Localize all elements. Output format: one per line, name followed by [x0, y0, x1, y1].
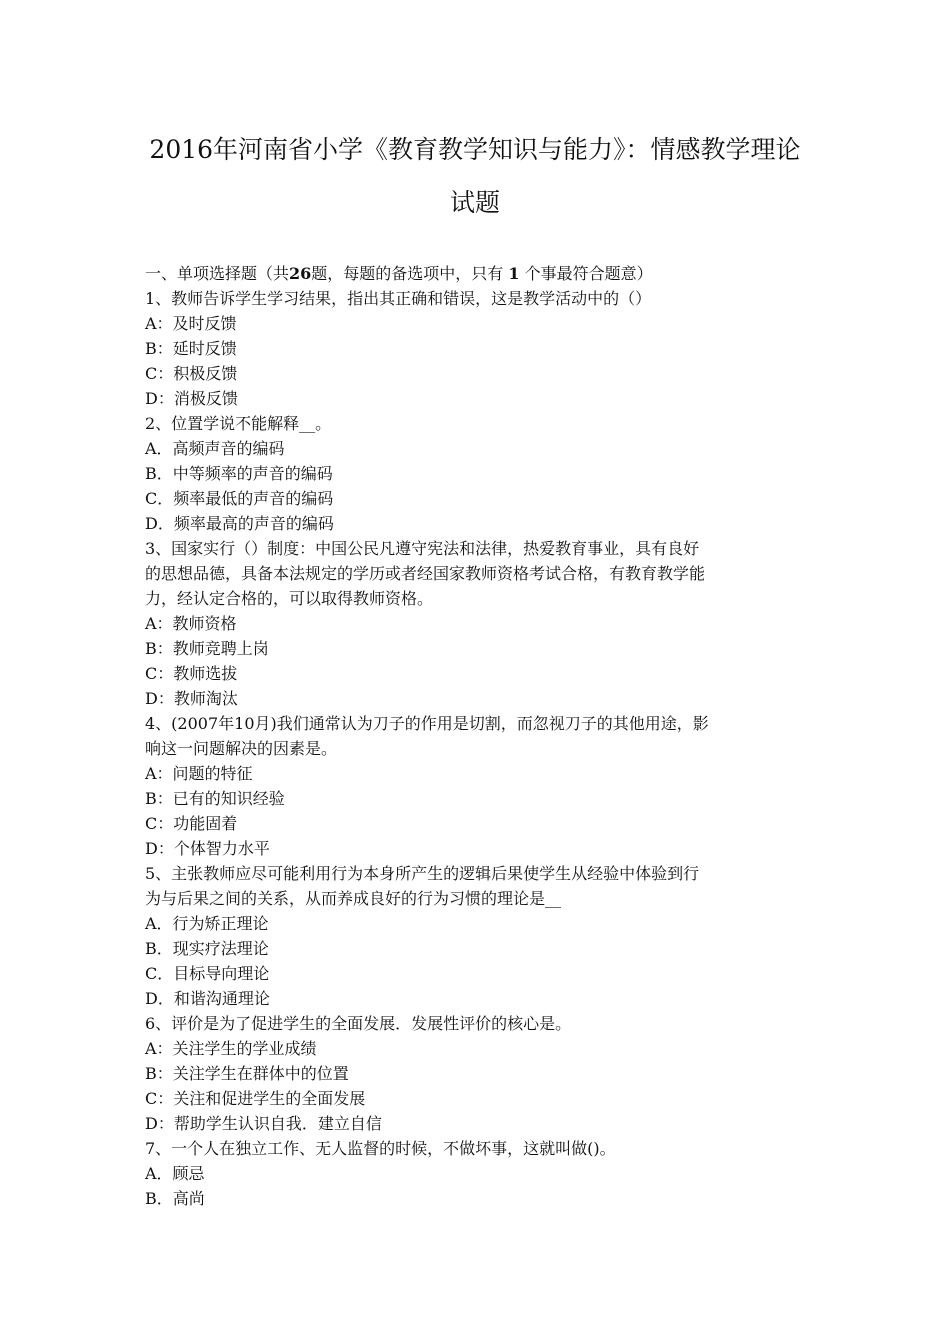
document-body [145, 261, 810, 1211]
question-stem-line: 的思想品德，具备本法规定的学历或者经国家教师资格考试合格，有教育教学能 [145, 564, 706, 583]
question-option: C：关注和促进学生的全面发展 [145, 1089, 366, 1108]
question-option: B：关注学生在群体中的位置 [145, 1064, 349, 1083]
question-stem: 1、教师告诉学生学习结果，指出其正确和错误，这是教学活动中的（） [145, 289, 652, 308]
question-option: A．顾忌 [145, 1164, 205, 1183]
document-title-line2: 试题 [449, 188, 500, 217]
question-option: D．和谐沟通理论 [145, 989, 270, 1008]
question-option: B：已有的知识经验 [145, 789, 285, 808]
question-option: D：教师淘汰 [145, 689, 238, 708]
question-stem: 7、一个人在独立工作、无人监督的时候，不做坏事，这就叫做()。 [145, 1139, 616, 1158]
question-option: A：关注学生的学业成绩 [145, 1039, 317, 1058]
question-option: C：积极反馈 [145, 364, 238, 383]
question-option: D．频率最高的声音的编码 [145, 514, 334, 533]
question-option: D：个体智力水平 [145, 839, 270, 858]
question-option: C．目标导向理论 [145, 964, 270, 983]
question-option: A：教师资格 [145, 614, 237, 633]
question-option: B．现实疗法理论 [145, 939, 269, 958]
question-stem: 6、评价是为了促进学生的全面发展．发展性评价的核心是。 [145, 1014, 572, 1033]
question-option: B：教师竞聘上岗 [145, 639, 269, 658]
question-option: B．中等频率的声音的编码 [145, 464, 333, 483]
section-heading: 一、单项选择题（共26题，每题的备选项中，只有 1 个事最符合题意） [145, 264, 653, 283]
question-stem-line: 5、主张教师应尽可能利用行为本身所产生的逻辑后果使学生从经验中体验到行 [145, 864, 700, 883]
question-option: A：及时反馈 [145, 314, 237, 333]
document-title-line1: 2016年河南省小学《教育教学知识与能力》：情感教学理论 [149, 135, 801, 164]
question-stem-line: 为与后果之间的关系，从而养成良好的行为习惯的理论是__ [145, 889, 562, 908]
question-option: C：教师选拔 [145, 664, 238, 683]
question-option: B．高尚 [145, 1189, 205, 1208]
question-option: C．频率最低的声音的编码 [145, 489, 334, 508]
question-stem-line: 4、(2007年10月)我们通常认为刀子的作用是切割，而忽视刀子的其他用途，影 [145, 714, 709, 733]
question-stem: 2、位置学说不能解释__。 [145, 414, 332, 433]
question-option: B：延时反馈 [145, 339, 237, 358]
question-option: D：消极反馈 [145, 389, 238, 408]
question-option: C：功能固着 [145, 814, 238, 833]
question-option: A：问题的特征 [145, 764, 253, 783]
question-option: A．高频声音的编码 [145, 439, 285, 458]
question-stem-line: 响这一问题解决的因素是。 [145, 739, 338, 758]
question-stem-line: 力，经认定合格的，可以取得教师资格。 [145, 589, 434, 608]
question-stem-line: 3、国家实行（）制度：中国公民凡遵守宪法和法律，热爱教育事业，具有良好 [145, 539, 700, 558]
question-option: A．行为矫正理论 [145, 914, 269, 933]
question-option: D：帮助学生认识自我．建立自信 [145, 1114, 382, 1133]
